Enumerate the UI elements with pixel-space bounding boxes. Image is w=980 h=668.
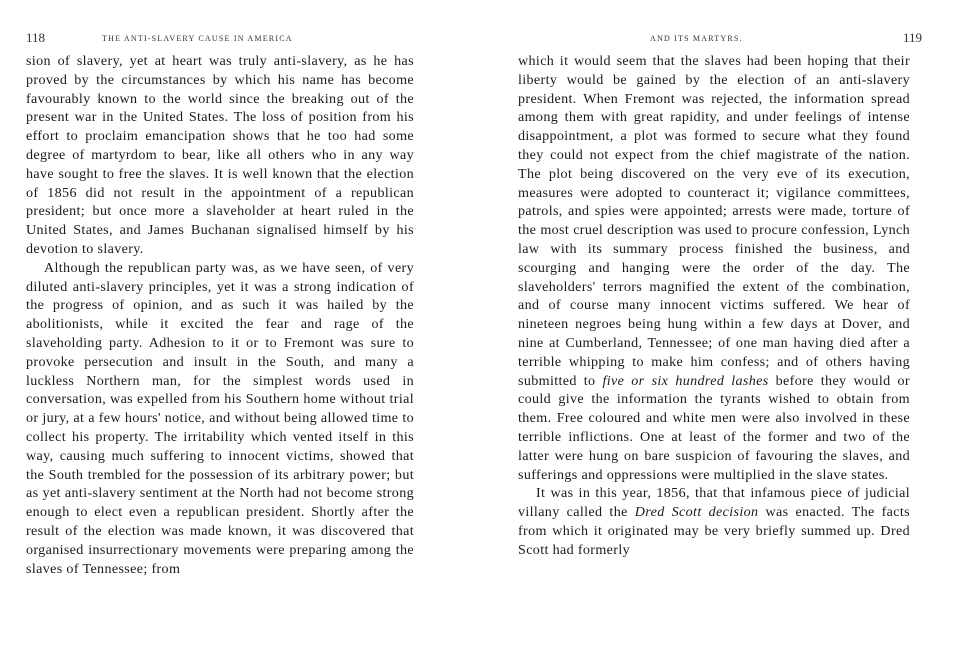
right-page: [518, 30, 922, 560]
right-p1-italic: five or six hundred lashes: [602, 372, 769, 389]
right-body-text: [518, 52, 910, 560]
left-page: [26, 30, 414, 578]
right-paragraph-1: [518, 52, 910, 484]
right-p1-text-a: which it would seem that the slaves had been hoping that their liberty would be gained by the election of an anti-slavery president. When Fremont was rejected, the information spread among them with great rapidity, and under feelings of intense disappointment, a plot was formed to secure what they found they could not expect from the chief magistrate of the nation. The plot being discovered on the very eve of its execution, measures were adopted to counteract it; vigilance committees, patrols, and spies were appointed; arrests were made, torture of the most cruel description was used to procure confession, Lynch law with its summary process finished the business, and scourging and hanging were the order of the day. The slaveholders' terrors magnified the extent of the combination, and of course many innocent victims suffered. We hear of nineteen negroes being hung within a few days at Dover, and nine at Cumberland, Tennessee; of one man having died after a terrible whipping to make him confess; and of others having submitted to: [518, 53, 910, 389]
left-running-title: THE ANTI-SLAVERY CAUSE IN AMERICA: [102, 34, 293, 43]
right-running-title: AND ITS MARTYRS.: [650, 34, 743, 43]
left-paragraph-1: sion of slavery, yet at heart was truly anti-slavery, as he has proved by the circumstances by which his name has become favourably known to the world since the breaking out of the present war in the United States. The loss of position from his effort to proclaim emancipation shows that he too had some degree of martyrdom to bear, like all others who in any way have sought to free the slaves. It is well known that the election of 1856 did not result in the appointment of a republican president; but once more a slaveholder at heart ruled in the United States, and James Buchanan signalised himself by his devotion to slavery.: [26, 53, 414, 257]
right-p2-italic: Dred Scott decision: [634, 504, 759, 521]
left-running-head: [26, 30, 414, 52]
right-paragraph-2: [518, 484, 910, 559]
left-page-number: 118: [26, 30, 46, 45]
right-page-number: 119: [902, 30, 922, 45]
right-running-head: [518, 30, 922, 52]
right-p2-text-b: was enacted. The facts from which it originated may be very briefly summed up. Dred Scott had formerly: [518, 504, 910, 558]
left-body-text: [26, 52, 414, 578]
right-p1-text-b: before they would or could give the information the tyrants wished to obtain from them. Free coloured and white men were also involved in these terrible inflictions. One at least of the former and two of the latter were hung on bare suspicion of favouring the slaves, and sufferings and oppressions were multiplied in the slave states.: [518, 372, 910, 483]
left-paragraph-2: Although the republican party was, as we have seen, of very diluted anti-slavery principles, yet it was a strong indication of the progress of opinion, and as such it was hailed by the abolitionists, while it excited the fear and rage of the slaveholding party. Adhesion to it or to Fremont was sure to provoke persecution and insult in the South, and many a luckless Northern man, for the simplest words used in conversation, was expelled from his Southern home without trial or jury, at a few hours' notice, and without being allowed time to collect his property. The irritability which vented itself in this way, causing much suffering to innocent victims, showed that the South trembled for the possession of its arbitrary power; but as yet anti-slavery sentiment at the North had not become strong enough to elect even a republican president. Shortly after the result of the election was made known, it was discovered that organised insurrectionary movements were preparing among the slaves of Tennessee; from: [26, 259, 414, 577]
right-p2-text-a: It was in this year, 1856, that that infamous piece of judicial villany called the: [518, 485, 910, 521]
